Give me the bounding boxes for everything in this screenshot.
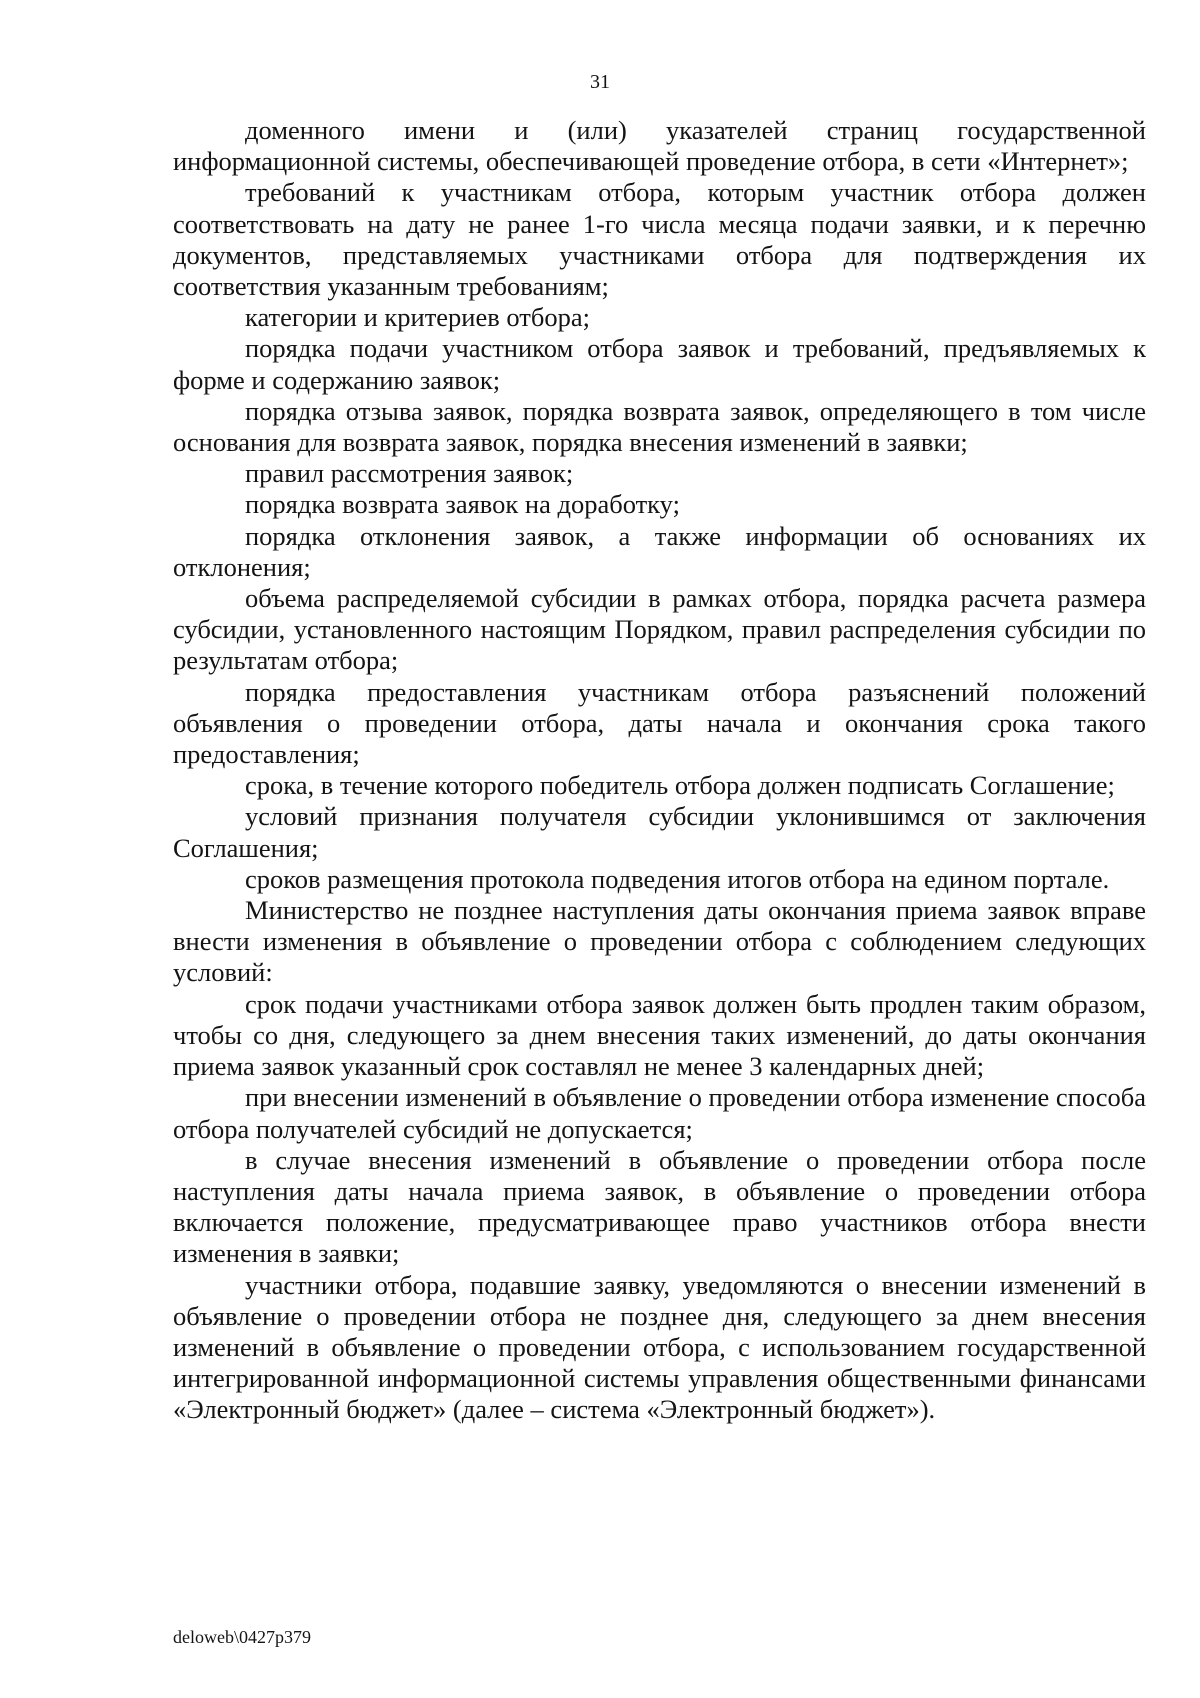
paragraph-7: порядка возврата заявок на доработку; [245, 489, 680, 520]
paragraph-18: участники отбора, подавшие заявку, уведомляются о внесении изменений в объявление о проведении отбора не позднее дня, следующего за днем внесения изменений в объявление о проведении отбора, с использованием государственной интегрированной информационной системы управления общественными финансами «Электронный бюджет» (далее – система «Электронный бюджет»). [173, 1269, 1146, 1425]
paragraph-10: порядка предоставления участникам отбора разъяснений положений объявления о проведении отбора, даты начала и окончания срока такого предоставления; [173, 676, 1146, 770]
paragraph-14: Министерство не позднее наступления даты окончания приема заявок вправе внести изменения в объявление о проведении отбора с соблюдением следующих условий: [173, 895, 1146, 988]
paragraph-6: правил рассмотрения заявок; [245, 458, 574, 489]
paragraph-17: в случае внесения изменений в объявление о проведении отбора после наступления даты начала приема заявок, в объявление о проведении отбора включается положение, предусматривающее право участников отбора внести изменения в заявки; [173, 1144, 1146, 1269]
paragraph-15: срок подачи участниками отбора заявок должен быть продлен таким образом, чтобы со дня, следующего за днем внесения таких изменений, до даты окончания приема заявок указанный срок составлял не менее 3 календарных дней; [173, 988, 1146, 1082]
paragraph-3: категории и критериев отбора; [245, 302, 590, 333]
paragraph-12: условий признания получателя субсидии уклонившимся от заключения Соглашения; [173, 801, 1146, 863]
paragraph-4: порядка подачи участником отбора заявок и требований, предъявляемых к форме и содержанию заявок; [173, 333, 1146, 395]
paragraph-5: порядка отзыва заявок, порядка возврата заявок, определяющего в том числе основания для возврата заявок, порядка внесения изменений в заявки; [173, 395, 1146, 458]
paragraph-8: порядка отклонения заявок, а также информации об основаниях их отклонения; [173, 520, 1146, 582]
document-body [173, 115, 1146, 1426]
paragraph-16: при внесении изменений в объявление о проведении отбора изменение способа отбора получателей субсидий не допускается; [173, 1082, 1146, 1144]
paragraph-9: объема распределяемой субсидии в рамках отбора, порядка расчета размера субсидии, установленного настоящим Порядком, правил распределения субсидии по результатам отбора; [173, 583, 1146, 676]
paragraph-13: сроков размещения протокола подведения итогов отбора на едином портале. [245, 863, 1110, 894]
paragraph-11: срока, в течение которого победитель отбора должен подписать Соглашение; [245, 770, 1115, 801]
document-reference-footer: deloweb\0427p379 [173, 1627, 311, 1647]
paragraph-1: доменного имени и (или) указателей страниц государственной информационной системы, обеспечивающей проведение отбора, в сети «Интернет»; [173, 115, 1146, 177]
page-number: 31 [590, 71, 610, 93]
paragraph-2: требований к участникам отбора, которым участник отбора должен соответствовать на дату не ранее 1-го числа месяца подачи заявки, и к перечню документов, представляемых участниками отбора для подтверждения их соответствия указанным требованиям; [173, 177, 1146, 302]
